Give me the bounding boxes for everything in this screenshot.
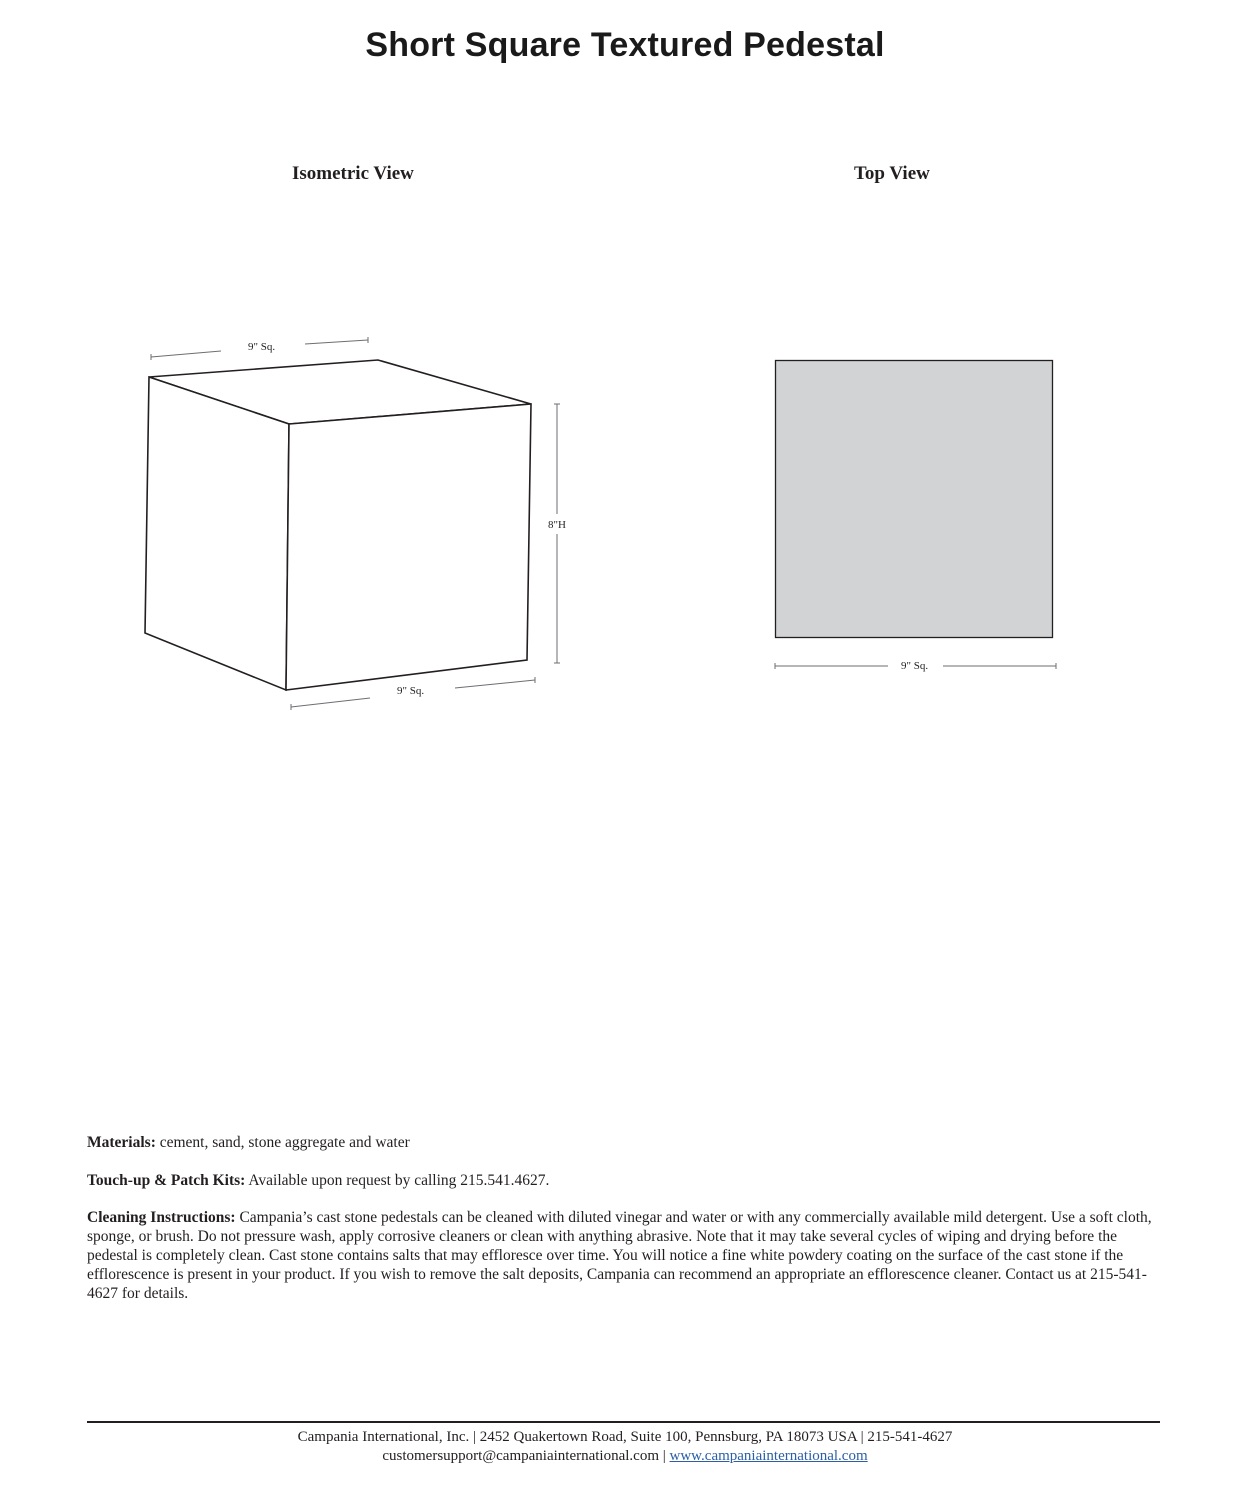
footer-email: customersupport@campaniainternational.com <box>382 1448 659 1464</box>
footer-address-line: Campania International, Inc. | 2452 Quakertown Road, Suite 100, Pennsburg, PA 18073 USA | 215-541-4627 <box>297 1429 953 1445</box>
footer <box>0 1428 1250 1466</box>
footer-divider <box>87 1421 1160 1423</box>
isometric-view-label: Isometric View <box>292 163 414 184</box>
materials-text: cement, sand, stone aggregate and water <box>155 1134 410 1151</box>
top-view-square <box>776 361 1053 638</box>
footer-contact-line <box>0 1447 1250 1466</box>
isometric-height-dimension <box>554 404 560 663</box>
cleaning-instructions-paragraph <box>87 1208 1162 1303</box>
materials-label: Materials: <box>87 1134 156 1151</box>
cleaning-text: Campania’s cast stone pedestals can be cleaned with diluted vinegar and water or with any commercially available mild detergent. Use a soft cloth, sponge, or brush. Do not pressure wash, apply corrosive cleaners or clean with anything abrasive. Note that it may take several cycles of wiping and drying before the pedestal is completely clean. Cast stone contains salts that may effloresce over time. You will notice a fine white powdery coating on the surface of the cast stone if the efflorescence is present in your product. If you wish to remove the salt deposits, Campania can recommend an appropriate an efflorescence cleaner. Contact us at 215-541-4627 for details. <box>87 1209 1152 1302</box>
touchup-paragraph <box>87 1171 1162 1190</box>
touchup-text: Available upon request by calling 215.541.4627. <box>245 1172 550 1189</box>
footer-separator: | <box>659 1448 670 1464</box>
isometric-pedestal-drawing <box>145 360 531 690</box>
isometric-height-dimension-label: 8"H <box>548 519 566 531</box>
page-title: Short Square Textured Pedestal <box>365 26 885 64</box>
website-link[interactable]: www.campaniainternational.com <box>669 1448 868 1464</box>
isometric-bottom-dimension-label: 9" Sq. <box>397 685 425 697</box>
materials-paragraph <box>87 1133 1162 1152</box>
touchup-label: Touch-up & Patch Kits: <box>87 1172 246 1189</box>
top-view-label: Top View <box>854 163 930 184</box>
isometric-top-dimension-label: 9" Sq. <box>248 341 276 353</box>
cleaning-label: Cleaning Instructions: <box>87 1209 236 1226</box>
top-view-width-dimension-label: 9" Sq. <box>901 660 929 672</box>
